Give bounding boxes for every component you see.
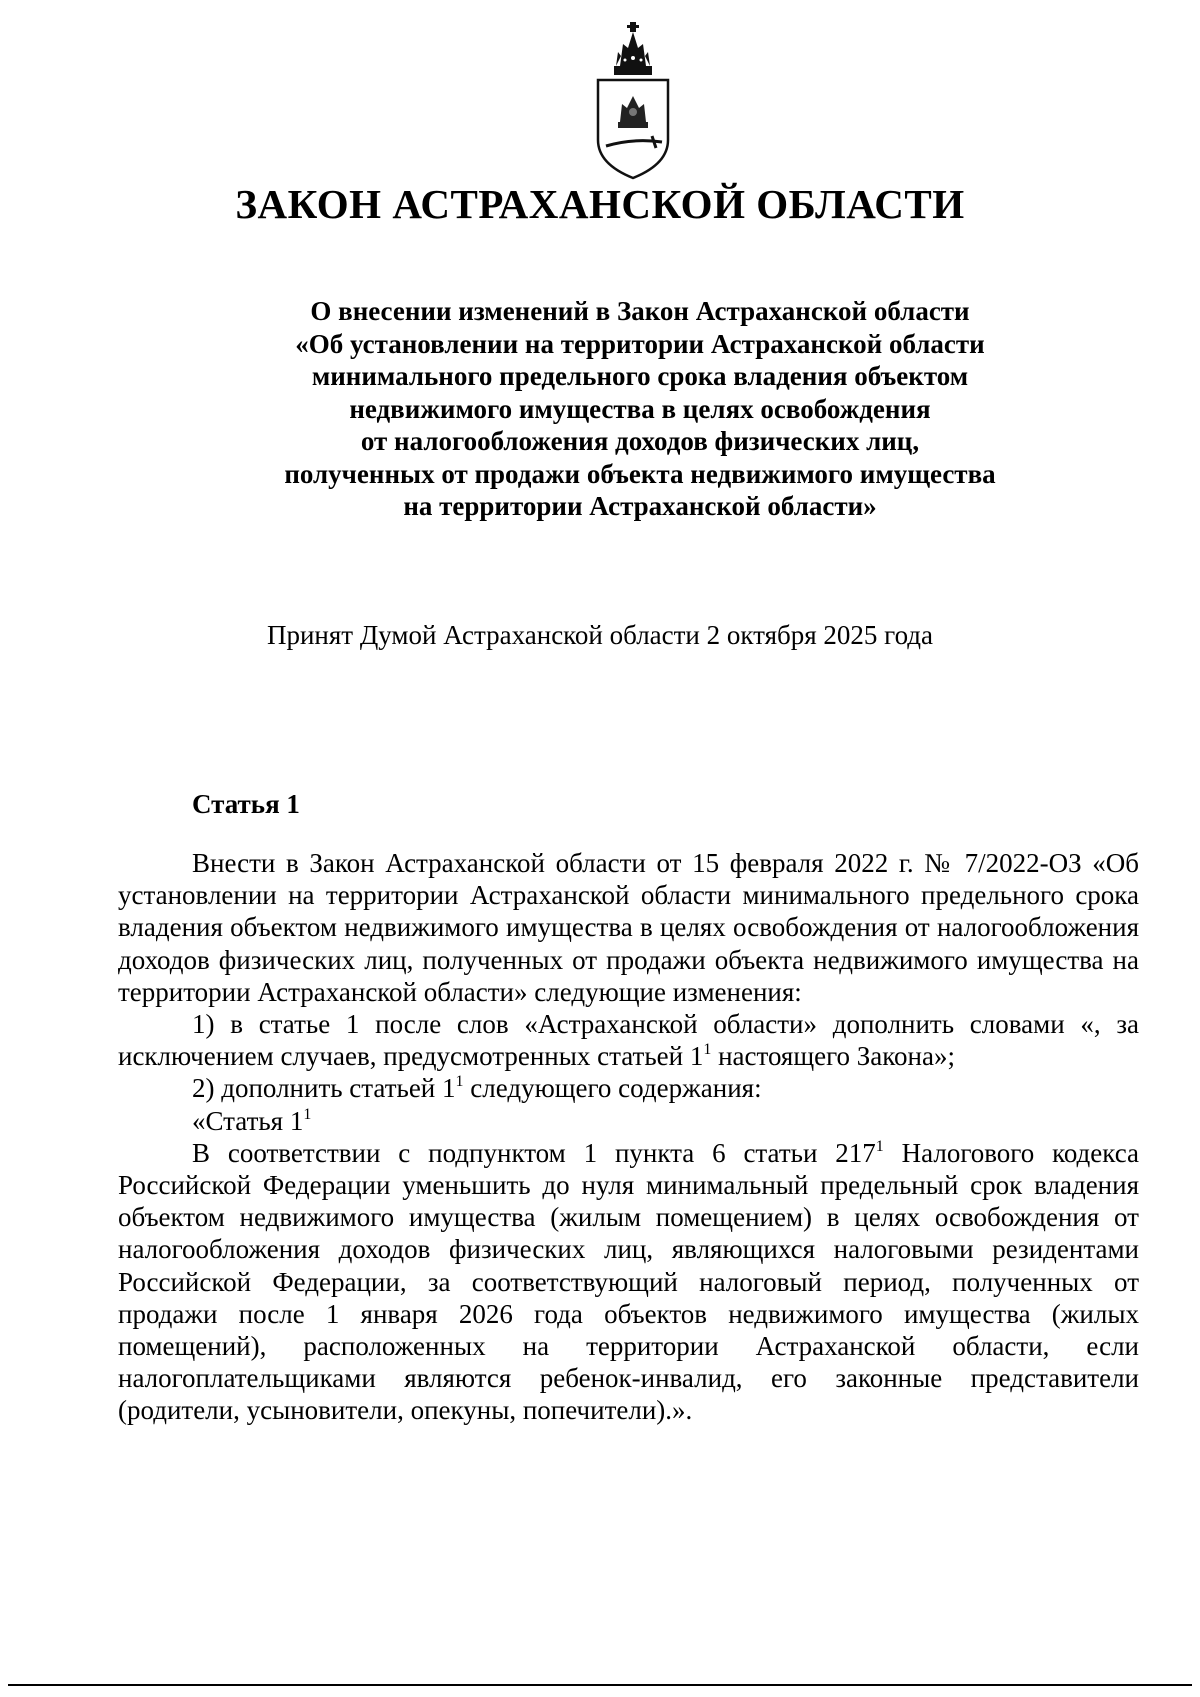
superscript: 1 [303, 1105, 312, 1123]
law-title: ЗАКОН АСТРАХАНСКОЙ ОБЛАСТИ [235, 181, 965, 227]
subject-line: недвижимого имущества в целях освобождения [349, 393, 931, 424]
paragraph-text: «Статья 1 [192, 1105, 304, 1136]
paragraph-text: следующего содержания: [463, 1073, 762, 1104]
paragraph-text: В соответствии с подпунктом 1 пункта 6 статьи 217 [192, 1137, 876, 1168]
subject-line: минимального предельного срока владения объектом [311, 361, 969, 391]
paragraph-text: 2) дополнить статьей 1 [192, 1073, 456, 1104]
article-heading: Статья 1 [192, 789, 300, 819]
adoption-note: Принят Думой Астраханской области 2 октября 2025 года [266, 620, 934, 650]
superscript: 1 [455, 1073, 464, 1091]
subject-line: на территории Астраханской области» [403, 491, 877, 521]
subject-line: «Об установлении на территории Астраханской области [295, 328, 985, 359]
subject-line: полученных от продажи объекта недвижимого имущества [284, 458, 996, 489]
article-body [118, 847, 1139, 1427]
paragraph-text: настоящего Закона»; [711, 1041, 955, 1072]
superscript: 1 [875, 1137, 884, 1155]
coat-of-arms-icon [590, 18, 676, 186]
paragraph-new-article-text [118, 1137, 1139, 1427]
paragraph-text: Налогового кодекса Российской Федерации уменьшить до нуля минимальный предельный срок владения объектом недвижимого имущества (жилым помещением) в целях освобождения от налогообложения доходов физических лиц, являющихся налоговыми резидентами Российской Федерации, за соответствующий налоговый период, полученных от продажи после 1 января 2026 года объектов недвижимого имущества (жилых помещений), расположенных на территории Астраханской области, если налогоплательщиками являются ребенок-инвалид, его законные представители (родители, усыновители, опекуны, попечители).». [118, 1137, 1139, 1426]
paragraph-text: 1) в статье 1 после слов «Астраханской области» дополнить словами «, за исключением случаев, предусмотренных статьей 1 [118, 1009, 1139, 1072]
paragraph-intro: Внести в Закон Астраханской области от 15 февраля 2022 г. № 7/2022-ОЗ «Об установлении на территории Астраханской области минимального предельного срока владения объектом недвижимого имущества в целях освобождения от налогообложения доходов физических лиц, полученных от продажи объекта недвижимого имущества на территории Астраханской области» следующие изменения: [118, 848, 1139, 1007]
paragraph-new-article-heading [118, 1105, 1139, 1137]
subject-line: от налогообложения доходов физических лиц, [360, 426, 920, 456]
subject-line: О внесении изменений в Закон Астраханской области [310, 296, 970, 326]
footer-divider [8, 1684, 1192, 1686]
paragraph-item-2 [118, 1072, 1139, 1104]
superscript: 1 [703, 1041, 712, 1059]
paragraph-item-1 [118, 1008, 1139, 1072]
law-subject [200, 295, 1080, 523]
